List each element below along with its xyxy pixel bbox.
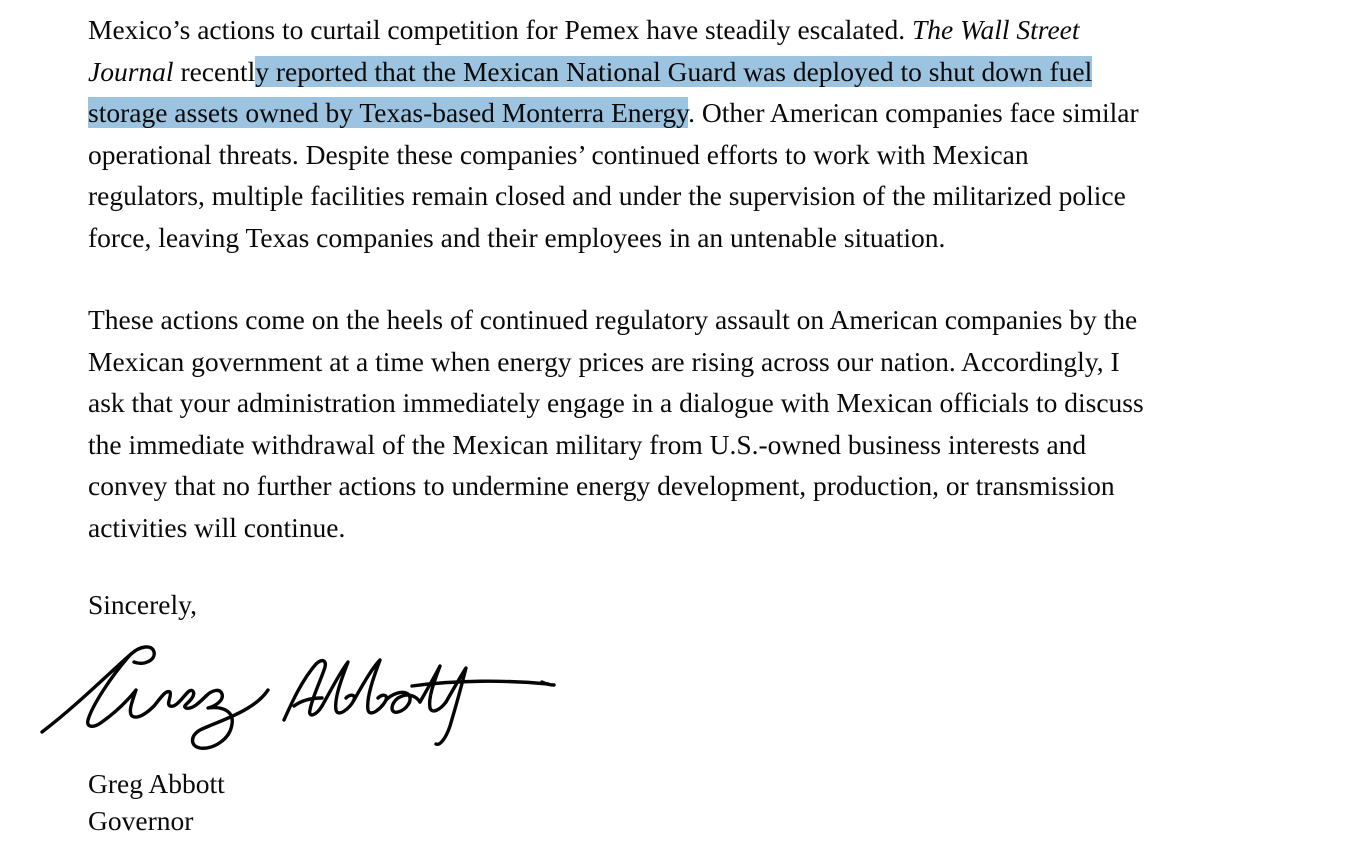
handwritten-signature (36, 636, 566, 766)
text-line: Mexican government at a time when energy prices are rising across our nation. Accordingly, I (88, 345, 1120, 377)
text-run: Mexico’s actions to curtail competition for Pemex have steadily escalated. (88, 14, 912, 45)
paragraph-request (88, 299, 1328, 548)
selected-text[interactable]: storage assets owned by Texas-based Monterra Energy (88, 97, 689, 128)
text-line: These actions come on the heels of continued regulatory assault on American companies by the (88, 304, 1138, 335)
closing-salutation: Sincerely, (88, 589, 197, 620)
signer-title: Governor (88, 805, 194, 836)
publication-title: The Wall Street (911, 14, 1080, 45)
publication-title: Journal (88, 55, 174, 87)
text-line: ask that your administration immediately engage in a dialogue with Mexican officials to discuss (88, 387, 1144, 418)
text-run: recentl (173, 55, 256, 87)
text-line: force, leaving Texas companies and their employees in an untenable situation. (88, 221, 946, 253)
text-line: operational threats. Despite these companies’ continued efforts to work with Mexican (88, 138, 1029, 170)
paragraph-mexico-actions (88, 9, 1328, 258)
selected-text[interactable]: y reported that the Mexican National Guard was deployed to shut down fuel (255, 55, 1093, 87)
text-line: the immediate withdrawal of the Mexican military from U.S.-owned business interests and (88, 428, 1087, 460)
text-line (88, 9, 1328, 51)
text-line: convey that no further actions to undermine energy development, production, or transmission (88, 470, 1115, 501)
text-line (88, 92, 1328, 134)
text-line: regulators, multiple facilities remain closed and under the supervision of the militarized police (88, 180, 1126, 211)
text-line: activities will continue. (88, 511, 346, 543)
signer-name: Greg Abbott (88, 768, 225, 799)
text-line (88, 51, 1328, 93)
text-run: . Other American companies face similar (688, 97, 1139, 128)
